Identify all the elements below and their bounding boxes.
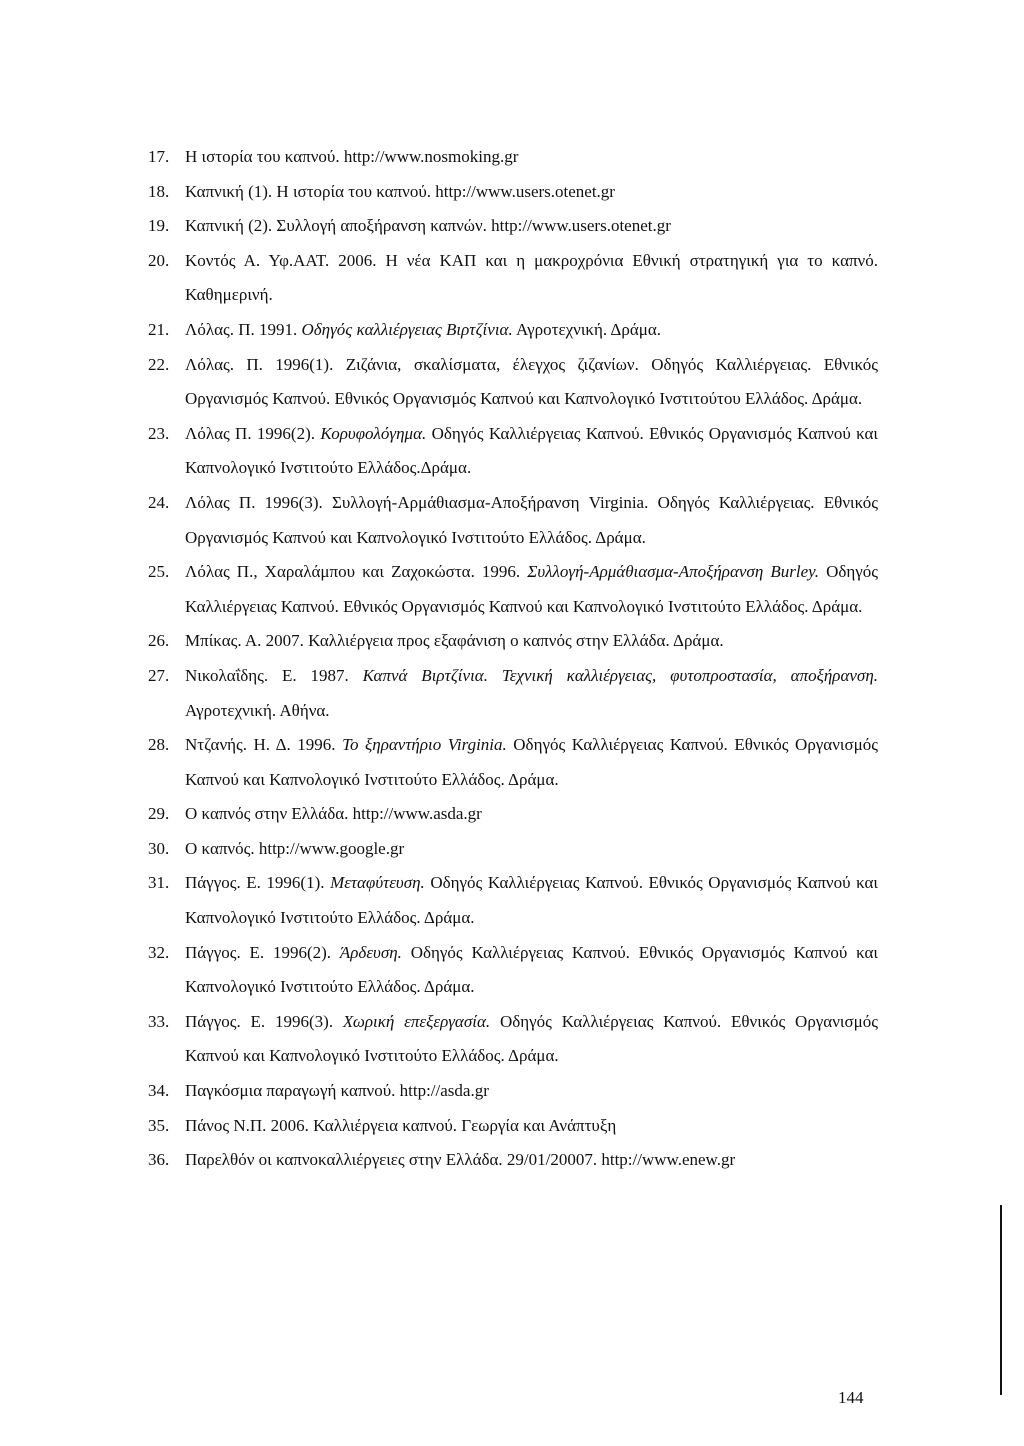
reference-text	[185, 493, 878, 547]
reference-number: 34.	[148, 1081, 170, 1101]
reference-segment: Λόλας Π., Χαραλάμπου και Ζαχοκώστα. 1996.	[185, 562, 528, 582]
reference-number: 18.	[148, 181, 170, 201]
reference-text	[185, 804, 482, 823]
reference-text	[185, 320, 661, 339]
reference-item	[148, 866, 878, 935]
reference-number: 26.	[148, 631, 170, 651]
reference-text	[185, 873, 878, 927]
reference-item	[148, 417, 878, 486]
reference-number: 32.	[148, 942, 170, 962]
reference-segment: Αγροτεχνική. Αθήνα.	[185, 700, 330, 720]
margin-rule	[1000, 1205, 1002, 1395]
reference-number: 22.	[148, 354, 170, 374]
reference-segment: Η ιστορία του καπνού. http://www.nosmoking.gr	[185, 147, 519, 166]
reference-number: 25.	[148, 562, 170, 582]
reference-text	[185, 1012, 878, 1066]
reference-text	[185, 839, 404, 858]
reference-segment: Οδηγός Καλλιέργειας Καπνού. Εθνικός Οργανισμός Καπνού και Καπνολογικό Ινστιτούτο Ελλάδος. Δράμα.	[185, 735, 878, 789]
reference-item	[148, 140, 878, 175]
reference-number: 19.	[148, 216, 170, 236]
reference-text	[185, 1116, 616, 1135]
reference-title: Καπνά Βιρτζίνια. Τεχνική καλλιέργειας, φυτοπροστασία, αποξήρανση.	[362, 665, 878, 685]
reference-title: Συλλογή-Αρμάθιασμα-Αποξήρανση Burley.	[527, 562, 819, 582]
reference-text	[185, 182, 615, 201]
reference-segment: Παγκόσμια παραγωγή καπνού. http://asda.gr	[185, 1081, 489, 1101]
reference-item	[148, 832, 878, 867]
reference-text	[185, 251, 878, 305]
reference-segment: Πάγγος. Ε. 1996(1).	[185, 873, 331, 893]
reference-item	[148, 728, 878, 797]
reference-item	[148, 486, 878, 555]
reference-title: Οδηγός καλλιέργειας Βιρτζίνια.	[301, 319, 513, 339]
reference-segment: Αγροτεχνική. Δράμα.	[512, 319, 662, 339]
reference-segment: Πάνος Ν.Π. 2006. Καλλιέργεια καπνού. Γεωργία και Ανάπτυξη	[185, 1115, 617, 1135]
reference-segment: Οδηγός Καλλιέργειας Καπνού. Εθνικός Οργανισμός Καπνού και Καπνολογικό Ινστιτούτο Ελλάδος.Δράμα.	[185, 423, 878, 478]
reference-segment: Λόλας Π. 1996(3). Συλλογή-Αρμάθιασμα-Αποξήρανση Virginia. Οδηγός Καλλιέργειας. Εθνικός Οργανισμός Καπνού και Καπνολογικό Ινστιτούτο Ελλάδος. Δράμα.	[185, 492, 878, 547]
reference-number: 30.	[148, 838, 170, 858]
reference-number: 17.	[148, 147, 170, 166]
reference-text	[185, 216, 671, 235]
reference-item	[148, 1074, 878, 1109]
reference-segment: Ντζανής. Η. Δ. 1996.	[185, 735, 343, 755]
reference-text	[185, 631, 724, 650]
reference-number: 21.	[148, 319, 170, 339]
reference-text	[185, 424, 878, 478]
reference-item	[148, 209, 878, 244]
reference-segment: Παρελθόν οι καπνοκαλλιέργειες στην Ελλάδα. 29/01/20007. http://www.enew.gr	[185, 1150, 736, 1170]
reference-segment: Ο καπνός στην Ελλάδα. http://www.asda.gr	[185, 804, 482, 824]
reference-segment: Ο καπνός. http://www.google.gr	[185, 838, 405, 858]
reference-segment: Λόλας. Π. 1991.	[185, 319, 302, 339]
reference-segment: Πάγγος. Ε. 1996(2).	[185, 942, 340, 962]
reference-text	[185, 147, 518, 166]
reference-item	[148, 659, 878, 728]
reference-segment: Οδηγός Καλλιέργειας Καπνού. Εθνικός Οργανισμός Καπνού και Καπνολογικό Ινστιτούτο Ελλάδος. Δράμα.	[185, 1011, 878, 1066]
reference-text	[185, 1081, 489, 1100]
reference-number: 35.	[148, 1115, 170, 1135]
page-number: 144	[838, 1388, 864, 1407]
reference-title: Το ξηραντήριο Virginia.	[342, 735, 507, 755]
reference-number: 33.	[148, 1011, 170, 1031]
reference-item	[148, 1109, 878, 1144]
reference-segment: Οδηγός Καλλιέργειας Καπνού. Εθνικός Οργανισμός Καπνού και Καπνολογικό Ινστιτούτο Ελλάδος. Δράμα.	[185, 942, 879, 997]
reference-segment: Καπνική (2). Συλλογή αποξήρανση καπνών. http://www.users.otenet.gr	[185, 216, 671, 236]
reference-title: Χωρική επεξεργασία.	[342, 1011, 491, 1031]
reference-text	[185, 1150, 735, 1169]
reference-number: 28.	[148, 735, 170, 755]
reference-number: 20.	[148, 250, 170, 270]
reference-segment: Μπίκας. Α. 2007. Καλλιέργεια προς εξαφάνιση ο καπνός στην Ελλάδα. Δράμα.	[185, 631, 724, 651]
reference-item	[148, 313, 878, 348]
reference-text	[185, 355, 878, 409]
reference-segment: Οδηγός Καλλιέργειας Καπνού. Εθνικός Οργανισμός Καπνού και Καπνολογικό Ινστιτούτο Ελλάδος. Δράμα.	[185, 873, 878, 928]
reference-item	[148, 175, 878, 210]
reference-number: 31.	[148, 873, 170, 893]
reference-number: 27.	[148, 665, 170, 685]
reference-item	[148, 624, 878, 659]
reference-segment: Καπνική (1). Η ιστορία του καπνού. http://www.users.otenet.gr	[185, 181, 615, 201]
reference-segment: Οδηγός Καλλιέργειας Καπνού. Εθνικός Οργανισμός Καπνού και Καπνολογικό Ινστιτούτο Ελλάδος. Δράμα.	[185, 562, 879, 616]
reference-segment: Λόλας. Π. 1996(1). Ζιζάνια, σκαλίσματα, έλεγχος ζιζανίων. Οδηγός Καλλιέργειας. Εθνικός Οργανισμός Καπνού. Εθνικός Οργανισμός Καπνού και Καπνολογικό Ινστιτούτου Ελλάδος. Δράμα.	[185, 354, 878, 409]
reference-item	[148, 1005, 878, 1074]
reference-text	[185, 562, 878, 616]
reference-item	[148, 244, 878, 313]
reference-item	[148, 936, 878, 1005]
reference-segment: Κοντός Α. Υφ.ΑΑΤ. 2006. Η νέα ΚΑΠ και η μακροχρόνια Εθνική στρατηγική για το καπνό. Καθημερινή.	[185, 250, 878, 305]
reference-title: Άρδευση.	[339, 942, 402, 962]
reference-number: 29.	[148, 804, 170, 824]
reference-number: 24.	[148, 492, 170, 512]
reference-list	[148, 140, 878, 1178]
reference-item	[148, 1143, 878, 1178]
reference-segment: Λόλας Π. 1996(2).	[185, 423, 321, 443]
reference-number: 36.	[148, 1150, 170, 1170]
reference-item	[148, 348, 878, 417]
reference-item	[148, 797, 878, 832]
reference-title: Μεταφύτευση.	[330, 873, 425, 893]
reference-segment: Νικολαΐδης. Ε. 1987.	[185, 665, 363, 685]
reference-number: 23.	[148, 423, 170, 443]
reference-title: Κορυφολόγημα.	[320, 423, 427, 443]
reference-text	[185, 735, 878, 789]
reference-item	[148, 555, 878, 624]
reference-text	[185, 943, 878, 997]
reference-segment: Πάγγος. Ε. 1996(3).	[185, 1011, 343, 1031]
reference-text	[185, 666, 878, 720]
